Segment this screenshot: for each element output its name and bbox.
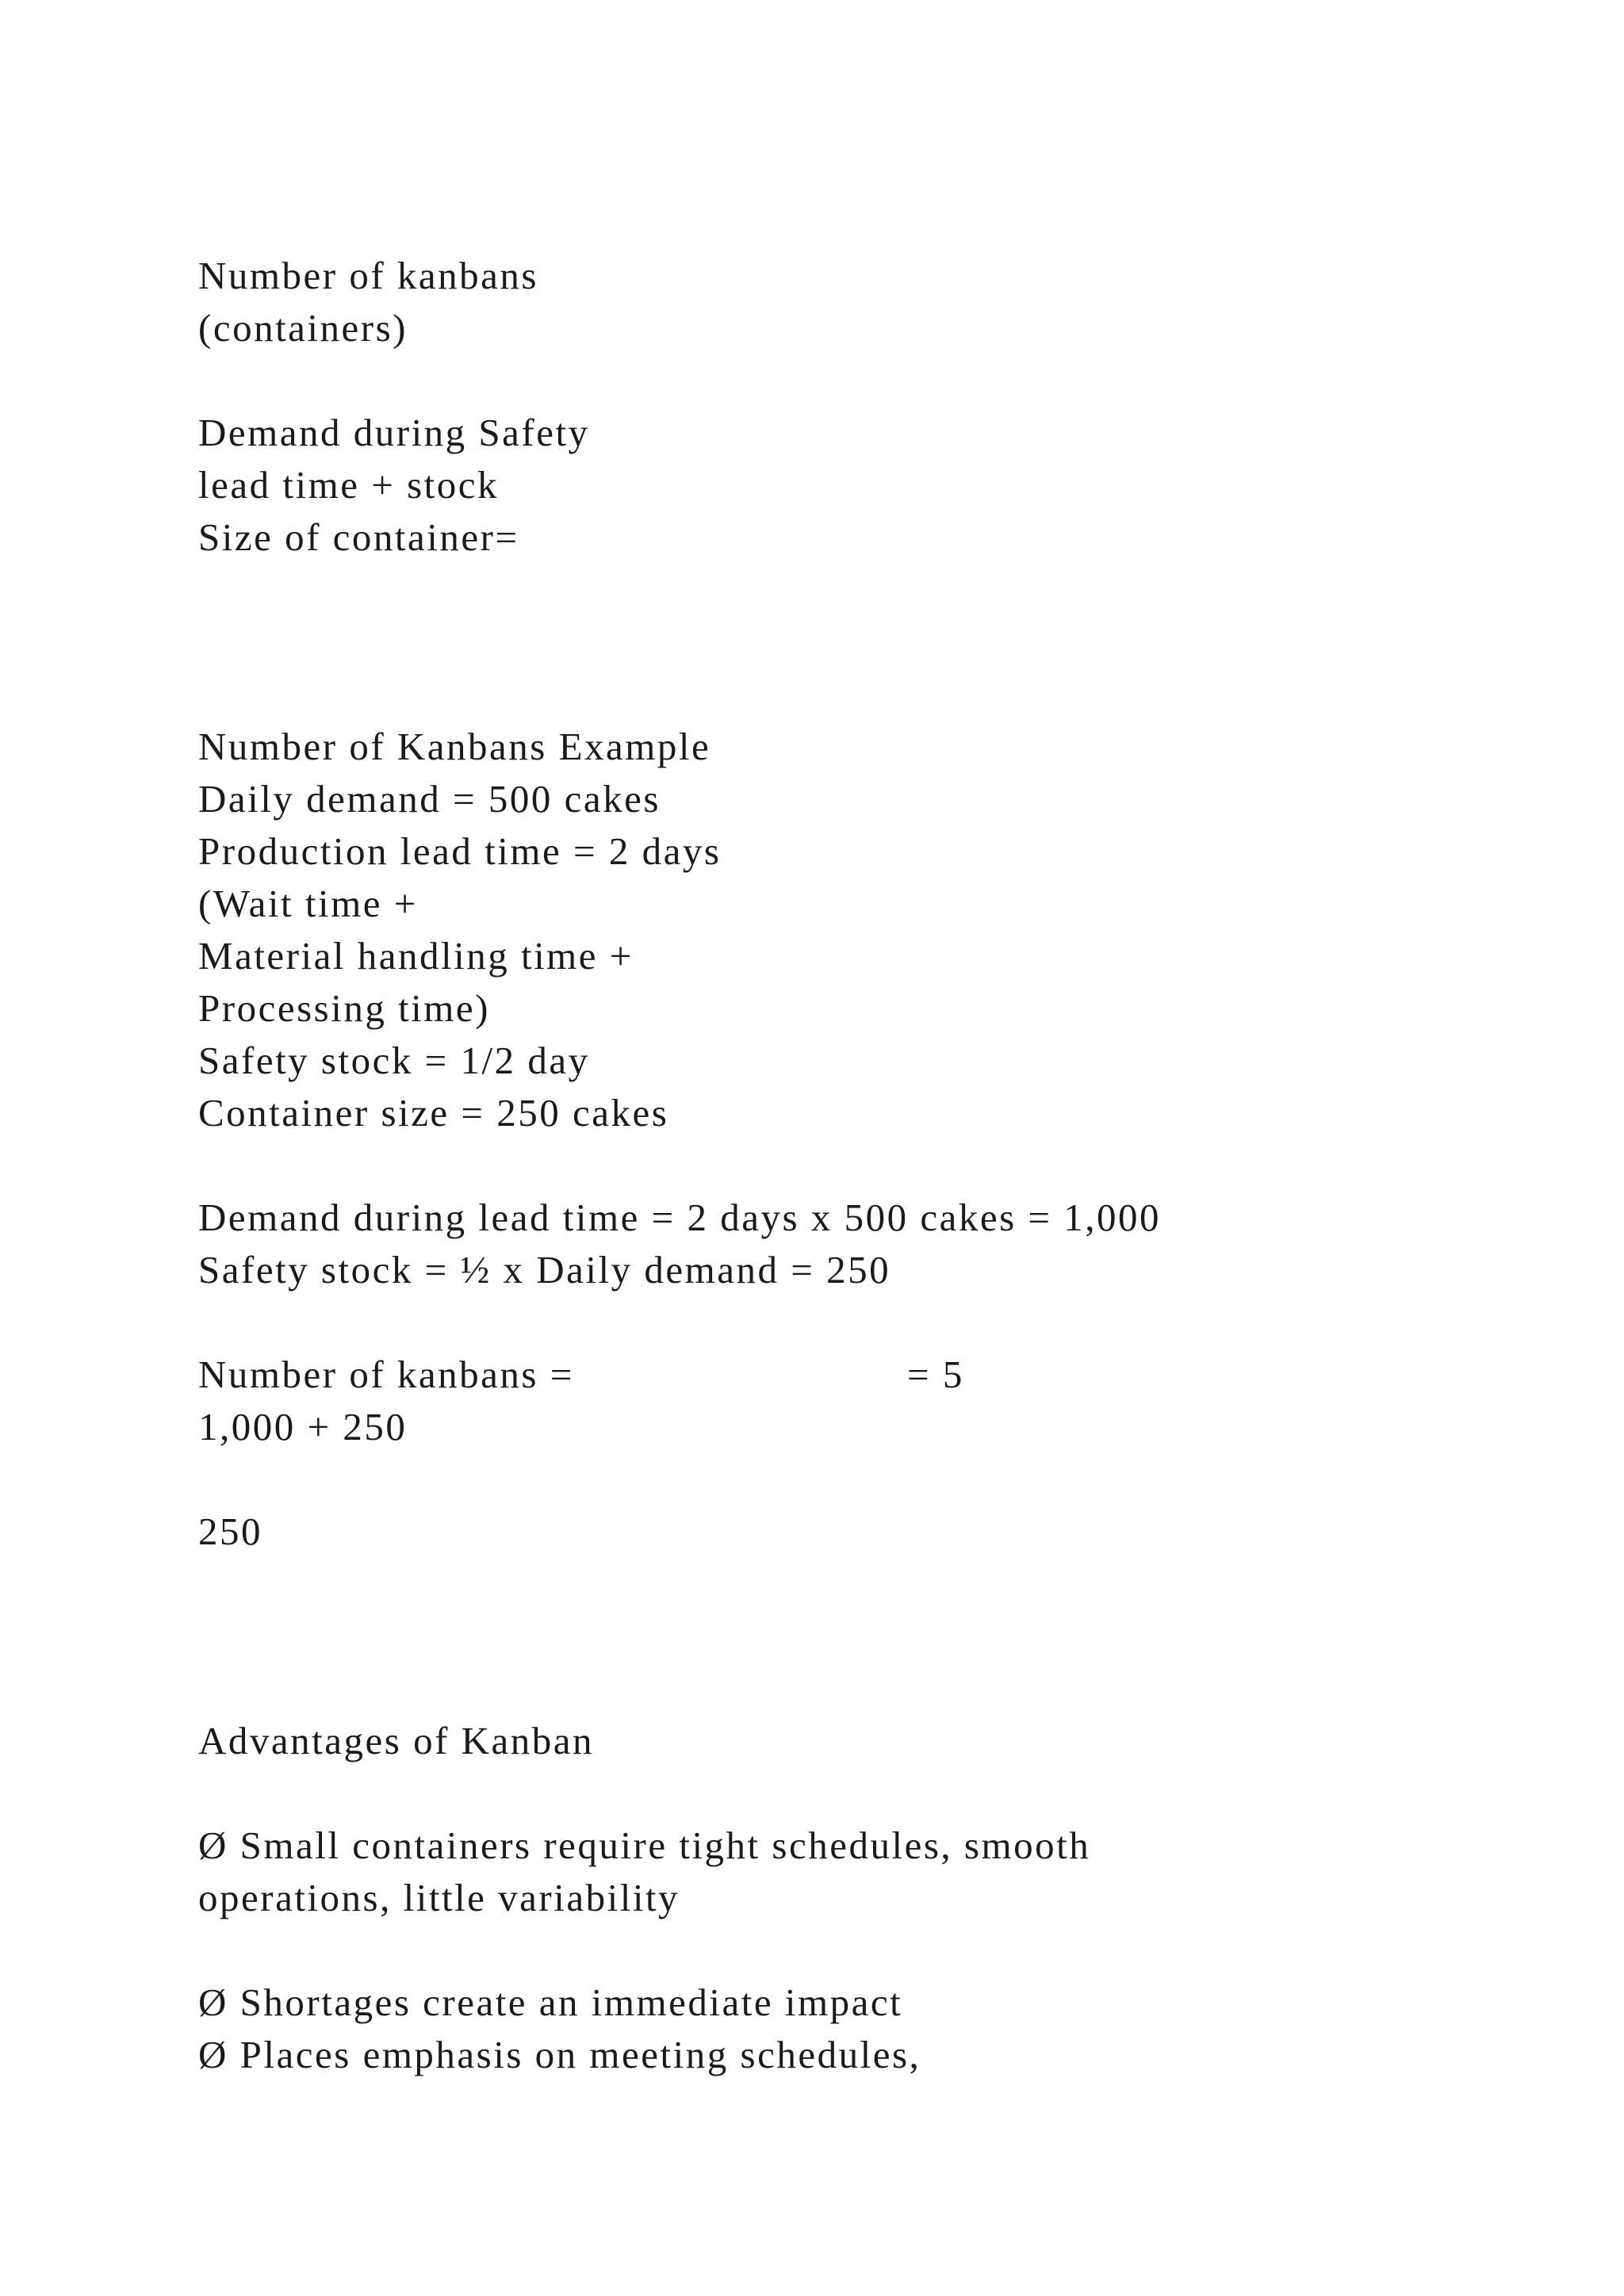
kanban-count-title-line1: Number of kanbans xyxy=(198,254,538,297)
example-heading: Number of Kanbans Example xyxy=(198,725,711,768)
advantage-bullet2: Ø Shortages create an immediate impact xyxy=(198,1980,903,2024)
advantages-heading: Advantages of Kanban xyxy=(198,1719,595,1762)
advantage-bullet1-line1: Ø Small containers require tight schedules, smooth xyxy=(198,1823,1091,1867)
advantage-bullet3: Ø Places emphasis on meeting schedules, xyxy=(198,2033,921,2076)
result-label: Number of kanbans = xyxy=(198,1353,574,1396)
lead-time-detail-line1: (Wait time + xyxy=(198,882,418,925)
calc-safety-line: Safety stock = ½ x Daily demand = 250 xyxy=(198,1248,891,1292)
daily-demand-line: Daily demand = 500 cakes xyxy=(198,777,661,821)
lead-time-detail-line2: Material handling time + xyxy=(198,934,634,978)
safety-stock-line: Safety stock = 1/2 day xyxy=(198,1039,590,1082)
lead-time-detail-line3: Processing time) xyxy=(198,986,490,1030)
formula-line2: lead time + stock xyxy=(198,463,500,507)
lead-time-line: Production lead time = 2 days xyxy=(198,829,722,873)
fraction-denominator: 250 xyxy=(198,1510,262,1553)
kanban-count-title-line2: (containers) xyxy=(198,306,408,350)
fraction-numerator: 1,000 + 250 xyxy=(198,1405,408,1448)
formula-line3: Size of container= xyxy=(198,515,519,559)
container-size-line: Container size = 250 cakes xyxy=(198,1091,669,1135)
advantage-bullet1-line2: operations, little variability xyxy=(198,1876,680,1919)
formula-line1: Demand during Safety xyxy=(198,411,590,454)
calc-demand-line: Demand during lead time = 2 days x 500 cakes = 1,000 xyxy=(198,1196,1162,1239)
result-value: = 5 xyxy=(907,1353,964,1396)
